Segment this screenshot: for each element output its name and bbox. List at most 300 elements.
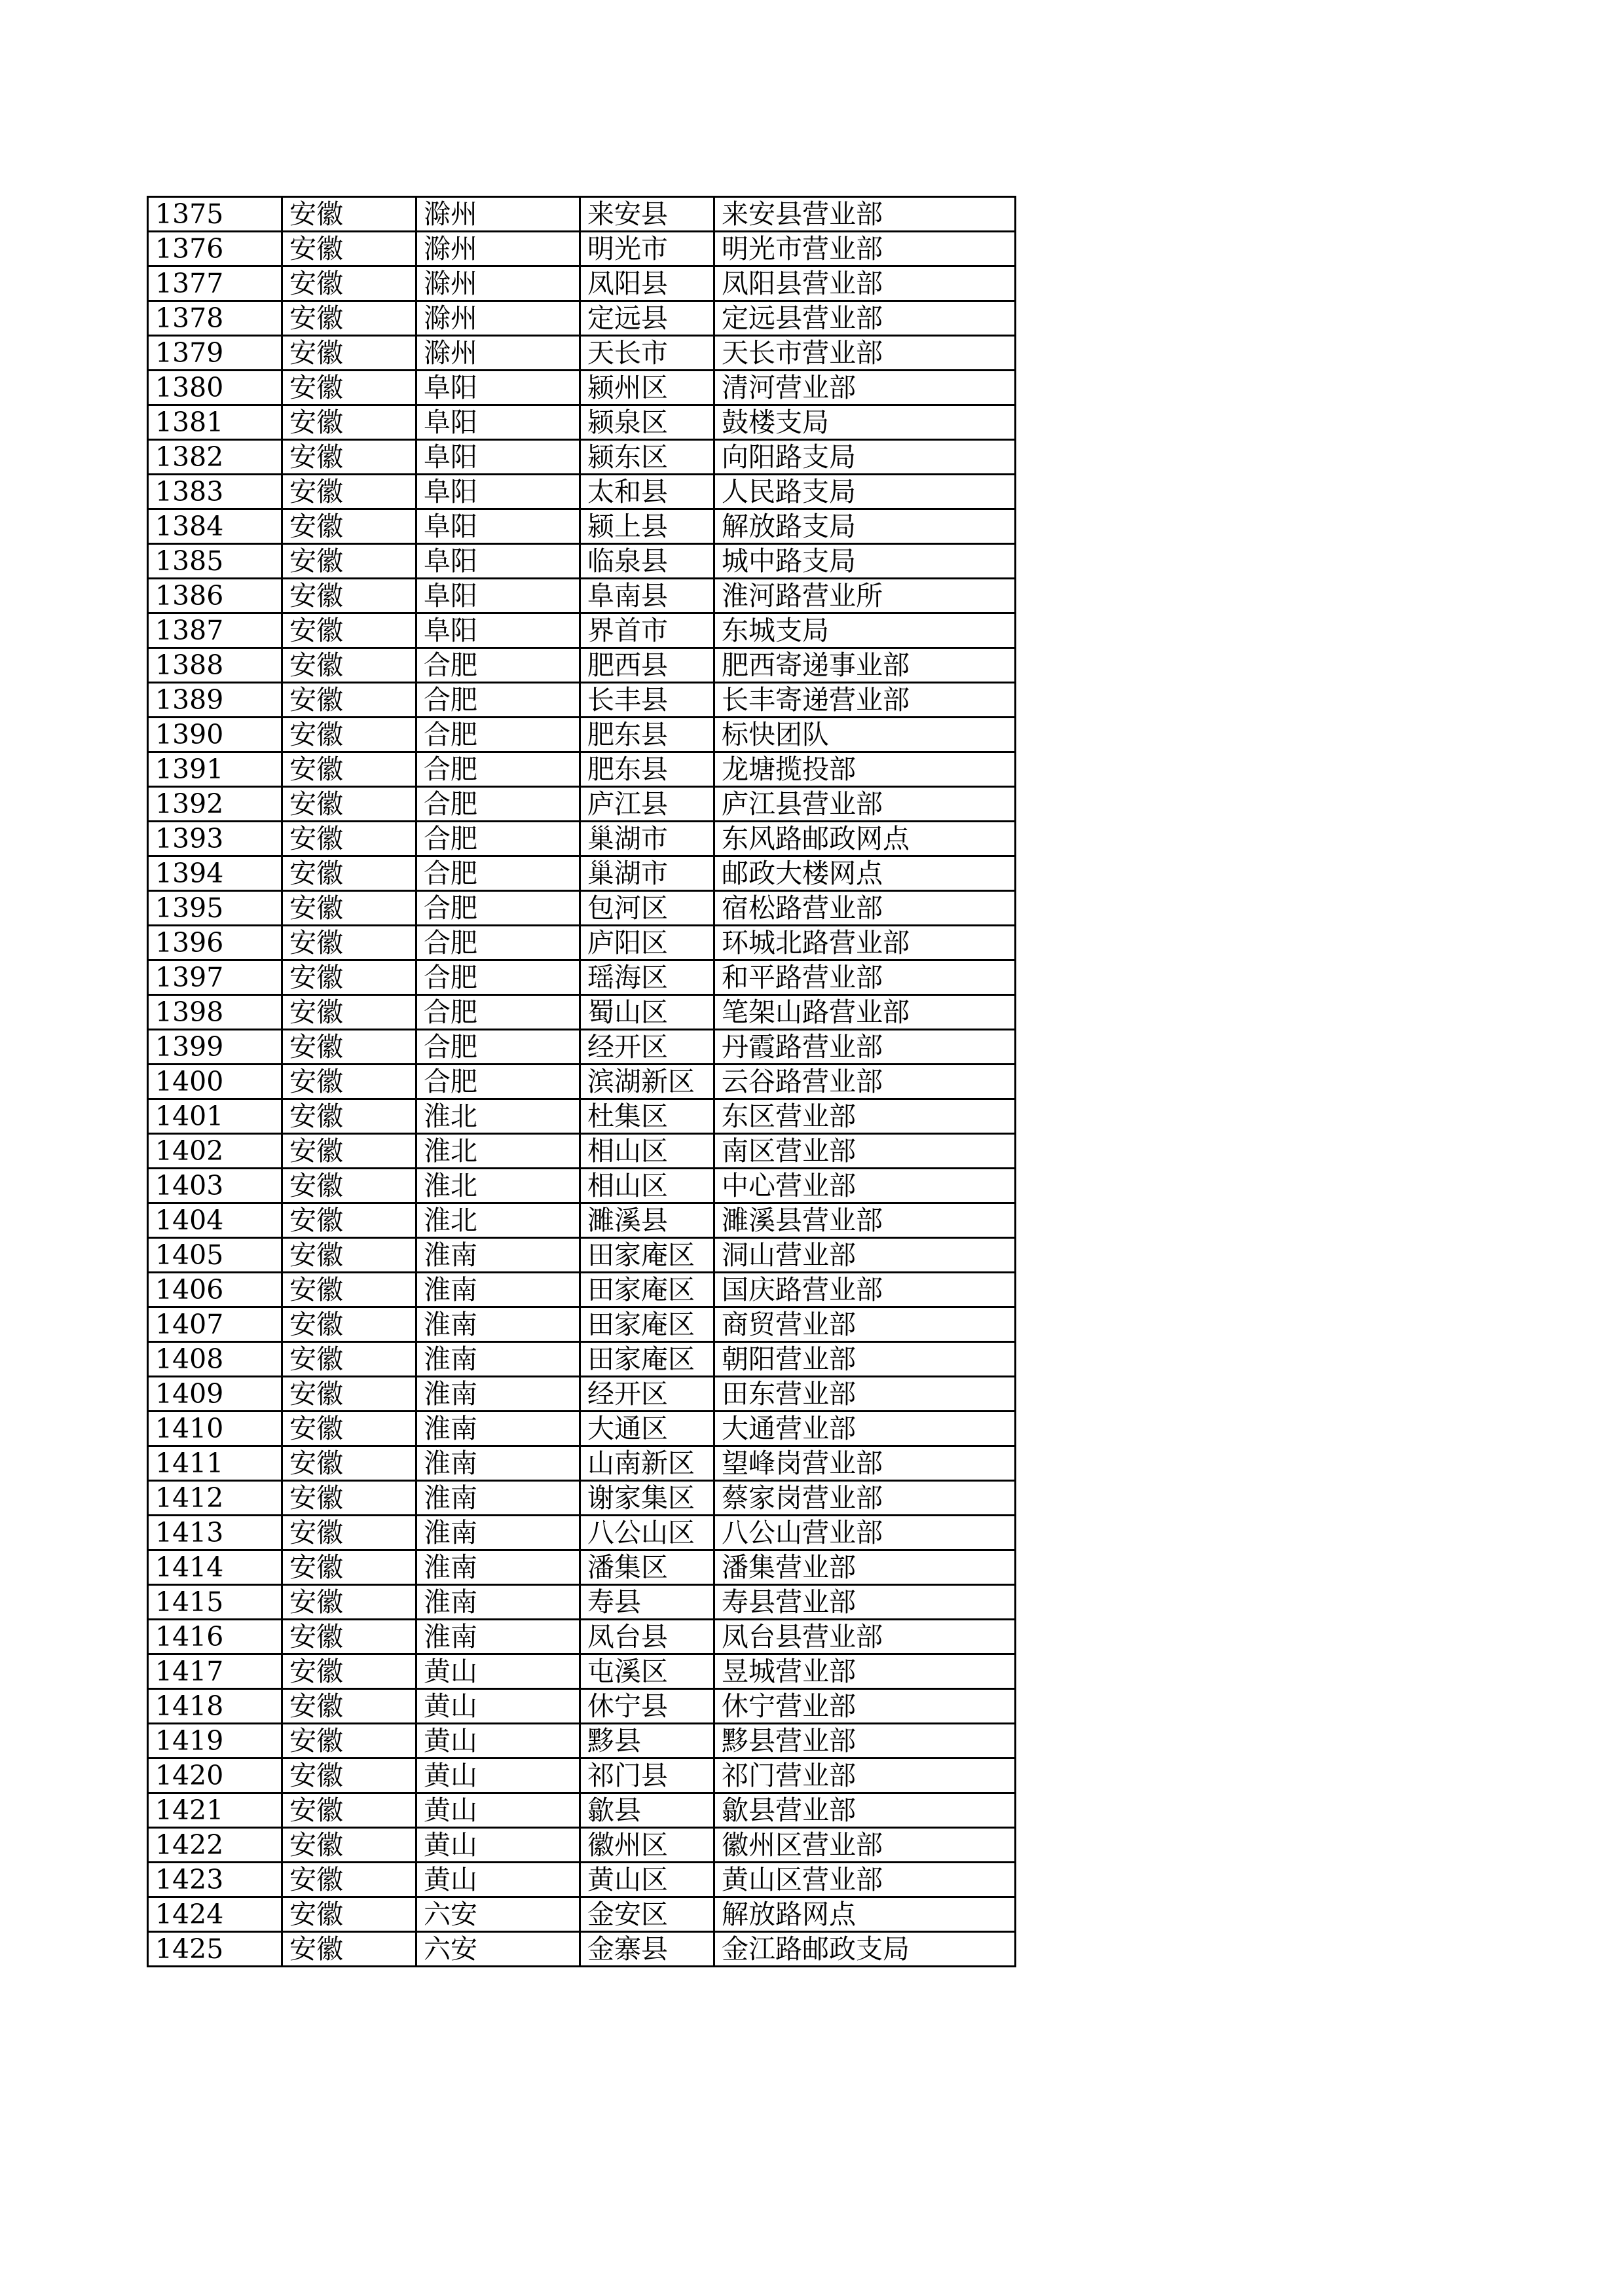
- outlet-name-cell: 黄山区营业部: [714, 1863, 1016, 1897]
- row-number-cell: 1380: [148, 371, 282, 405]
- table-row: [148, 1412, 1016, 1446]
- outlet-name-cell: 东风路邮政网点: [714, 822, 1016, 856]
- outlet-name-cell: 丹霞路营业部: [714, 1030, 1016, 1065]
- district-cell: 瑶海区: [580, 960, 714, 995]
- table-row: [148, 232, 1016, 266]
- district-cell: 包河区: [580, 891, 714, 926]
- province-cell: 安徽: [282, 1724, 416, 1758]
- outlet-name-cell: 大通营业部: [714, 1412, 1016, 1446]
- city-cell: 合肥: [416, 683, 580, 718]
- table-row: [148, 1654, 1016, 1689]
- city-cell: 合肥: [416, 1030, 580, 1065]
- row-number-cell: 1376: [148, 232, 282, 266]
- outlet-name-cell: 潘集营业部: [714, 1550, 1016, 1585]
- province-cell: 安徽: [282, 1620, 416, 1654]
- district-cell: 田家庵区: [580, 1342, 714, 1377]
- province-cell: 安徽: [282, 787, 416, 822]
- district-cell: 屯溪区: [580, 1654, 714, 1689]
- row-number-cell: 1415: [148, 1585, 282, 1620]
- table-row: [148, 1065, 1016, 1099]
- district-cell: 天长市: [580, 336, 714, 371]
- district-cell: 巢湖市: [580, 822, 714, 856]
- table-row: [148, 856, 1016, 891]
- outlet-name-cell: 寿县营业部: [714, 1585, 1016, 1620]
- city-cell: 合肥: [416, 960, 580, 995]
- city-cell: 淮北: [416, 1169, 580, 1203]
- province-cell: 安徽: [282, 683, 416, 718]
- outlet-name-cell: 朝阳营业部: [714, 1342, 1016, 1377]
- row-number-cell: 1395: [148, 891, 282, 926]
- city-cell: 阜阳: [416, 371, 580, 405]
- outlet-name-cell: 庐江县营业部: [714, 787, 1016, 822]
- outlet-name-cell: 解放路网点: [714, 1897, 1016, 1932]
- table-row: [148, 405, 1016, 440]
- outlet-name-cell: 清河营业部: [714, 371, 1016, 405]
- city-cell: 淮南: [416, 1307, 580, 1342]
- table-row: [148, 475, 1016, 509]
- outlet-name-cell: 濉溪县营业部: [714, 1203, 1016, 1238]
- outlet-name-cell: 蔡家岗营业部: [714, 1481, 1016, 1516]
- district-cell: 田家庵区: [580, 1238, 714, 1273]
- row-number-cell: 1414: [148, 1550, 282, 1585]
- city-cell: 淮南: [416, 1516, 580, 1550]
- outlet-name-cell: 定远县营业部: [714, 301, 1016, 336]
- city-cell: 淮南: [416, 1446, 580, 1481]
- city-cell: 黄山: [416, 1863, 580, 1897]
- city-cell: 阜阳: [416, 509, 580, 544]
- district-cell: 山南新区: [580, 1446, 714, 1481]
- row-number-cell: 1405: [148, 1238, 282, 1273]
- city-cell: 滁州: [416, 197, 580, 232]
- province-cell: 安徽: [282, 995, 416, 1030]
- row-number-cell: 1419: [148, 1724, 282, 1758]
- province-cell: 安徽: [282, 440, 416, 475]
- outlet-name-cell: 黟县营业部: [714, 1724, 1016, 1758]
- table-row: [148, 1585, 1016, 1620]
- district-cell: 界首市: [580, 613, 714, 648]
- district-cell: 滨湖新区: [580, 1065, 714, 1099]
- table-row: [148, 891, 1016, 926]
- province-cell: 安徽: [282, 371, 416, 405]
- table-row: [148, 266, 1016, 301]
- province-cell: 安徽: [282, 1758, 416, 1793]
- province-cell: 安徽: [282, 1863, 416, 1897]
- province-cell: 安徽: [282, 1099, 416, 1134]
- outlet-name-cell: 田东营业部: [714, 1377, 1016, 1412]
- table-row: [148, 579, 1016, 613]
- table-row: [148, 301, 1016, 336]
- outlet-name-cell: 笔架山路营业部: [714, 995, 1016, 1030]
- province-cell: 安徽: [282, 926, 416, 960]
- district-cell: 金寨县: [580, 1932, 714, 1967]
- city-cell: 六安: [416, 1932, 580, 1967]
- outlet-name-cell: 中心营业部: [714, 1169, 1016, 1203]
- district-cell: 黄山区: [580, 1863, 714, 1897]
- province-cell: 安徽: [282, 1654, 416, 1689]
- province-cell: 安徽: [282, 1342, 416, 1377]
- province-cell: 安徽: [282, 1030, 416, 1065]
- row-number-cell: 1398: [148, 995, 282, 1030]
- table-row: [148, 1377, 1016, 1412]
- province-cell: 安徽: [282, 648, 416, 683]
- city-cell: 合肥: [416, 891, 580, 926]
- province-cell: 安徽: [282, 752, 416, 787]
- table-row: [148, 960, 1016, 995]
- city-cell: 合肥: [416, 752, 580, 787]
- city-cell: 合肥: [416, 926, 580, 960]
- table-row: [148, 509, 1016, 544]
- district-cell: 庐江县: [580, 787, 714, 822]
- table-row: [148, 1828, 1016, 1863]
- district-cell: 巢湖市: [580, 856, 714, 891]
- row-number-cell: 1389: [148, 683, 282, 718]
- province-cell: 安徽: [282, 1065, 416, 1099]
- district-cell: 太和县: [580, 475, 714, 509]
- row-number-cell: 1407: [148, 1307, 282, 1342]
- row-number-cell: 1416: [148, 1620, 282, 1654]
- outlet-name-cell: 淮河路营业所: [714, 579, 1016, 613]
- row-number-cell: 1397: [148, 960, 282, 995]
- outlet-name-cell: 歙县营业部: [714, 1793, 1016, 1828]
- province-cell: 安徽: [282, 1273, 416, 1307]
- district-cell: 阜南县: [580, 579, 714, 613]
- outlet-name-cell: 国庆路营业部: [714, 1273, 1016, 1307]
- district-cell: 经开区: [580, 1377, 714, 1412]
- outlet-name-cell: 凤台县营业部: [714, 1620, 1016, 1654]
- outlet-name-cell: 八公山营业部: [714, 1516, 1016, 1550]
- row-number-cell: 1425: [148, 1932, 282, 1967]
- row-number-cell: 1404: [148, 1203, 282, 1238]
- table-row: [148, 718, 1016, 752]
- city-cell: 合肥: [416, 856, 580, 891]
- province-cell: 安徽: [282, 1550, 416, 1585]
- city-cell: 淮南: [416, 1481, 580, 1516]
- outlet-name-cell: 东区营业部: [714, 1099, 1016, 1134]
- province-cell: 安徽: [282, 1585, 416, 1620]
- province-cell: 安徽: [282, 405, 416, 440]
- row-number-cell: 1410: [148, 1412, 282, 1446]
- outlet-name-cell: 南区营业部: [714, 1134, 1016, 1169]
- district-cell: 八公山区: [580, 1516, 714, 1550]
- table-row: [148, 1897, 1016, 1932]
- table-row: [148, 1481, 1016, 1516]
- table-row: [148, 683, 1016, 718]
- province-cell: 安徽: [282, 1897, 416, 1932]
- row-number-cell: 1413: [148, 1516, 282, 1550]
- table-row: [148, 544, 1016, 579]
- row-number-cell: 1424: [148, 1897, 282, 1932]
- city-cell: 滁州: [416, 266, 580, 301]
- province-cell: 安徽: [282, 1134, 416, 1169]
- city-cell: 淮北: [416, 1134, 580, 1169]
- outlet-name-cell: 城中路支局: [714, 544, 1016, 579]
- outlet-name-cell: 凤阳县营业部: [714, 266, 1016, 301]
- row-number-cell: 1409: [148, 1377, 282, 1412]
- district-cell: 蜀山区: [580, 995, 714, 1030]
- district-cell: 潘集区: [580, 1550, 714, 1585]
- table-row: [148, 1550, 1016, 1585]
- table-row: [148, 1516, 1016, 1550]
- table-row: [148, 787, 1016, 822]
- province-cell: 安徽: [282, 544, 416, 579]
- row-number-cell: 1396: [148, 926, 282, 960]
- table-row: [148, 336, 1016, 371]
- city-cell: 阜阳: [416, 613, 580, 648]
- district-cell: 田家庵区: [580, 1307, 714, 1342]
- outlet-table: [147, 196, 1016, 1967]
- district-cell: 田家庵区: [580, 1273, 714, 1307]
- table-row: [148, 1030, 1016, 1065]
- outlet-name-cell: 商贸营业部: [714, 1307, 1016, 1342]
- row-number-cell: 1384: [148, 509, 282, 544]
- province-cell: 安徽: [282, 1169, 416, 1203]
- district-cell: 金安区: [580, 1897, 714, 1932]
- district-cell: 定远县: [580, 301, 714, 336]
- city-cell: 淮北: [416, 1203, 580, 1238]
- table-row: [148, 1169, 1016, 1203]
- outlet-name-cell: 天长市营业部: [714, 336, 1016, 371]
- row-number-cell: 1412: [148, 1481, 282, 1516]
- spreadsheet-page: [147, 196, 1016, 1967]
- outlet-name-cell: 鼓楼支局: [714, 405, 1016, 440]
- row-number-cell: 1418: [148, 1689, 282, 1724]
- city-cell: 淮南: [416, 1585, 580, 1620]
- row-number-cell: 1387: [148, 613, 282, 648]
- table-row: [148, 1932, 1016, 1967]
- table-row: [148, 613, 1016, 648]
- row-number-cell: 1422: [148, 1828, 282, 1863]
- row-number-cell: 1394: [148, 856, 282, 891]
- district-cell: 临泉县: [580, 544, 714, 579]
- city-cell: 合肥: [416, 995, 580, 1030]
- row-number-cell: 1390: [148, 718, 282, 752]
- district-cell: 寿县: [580, 1585, 714, 1620]
- province-cell: 安徽: [282, 475, 416, 509]
- city-cell: 滁州: [416, 336, 580, 371]
- row-number-cell: 1388: [148, 648, 282, 683]
- district-cell: 歙县: [580, 1793, 714, 1828]
- row-number-cell: 1377: [148, 266, 282, 301]
- row-number-cell: 1378: [148, 301, 282, 336]
- district-cell: 相山区: [580, 1134, 714, 1169]
- outlet-name-cell: 明光市营业部: [714, 232, 1016, 266]
- outlet-name-cell: 宿松路营业部: [714, 891, 1016, 926]
- city-cell: 淮南: [416, 1377, 580, 1412]
- outlet-name-cell: 祁门营业部: [714, 1758, 1016, 1793]
- province-cell: 安徽: [282, 822, 416, 856]
- row-number-cell: 1382: [148, 440, 282, 475]
- city-cell: 淮南: [416, 1412, 580, 1446]
- city-cell: 阜阳: [416, 544, 580, 579]
- table-row: [148, 1203, 1016, 1238]
- province-cell: 安徽: [282, 197, 416, 232]
- district-cell: 长丰县: [580, 683, 714, 718]
- outlet-name-cell: 人民路支局: [714, 475, 1016, 509]
- city-cell: 合肥: [416, 1065, 580, 1099]
- table-row: [148, 1863, 1016, 1897]
- row-number-cell: 1423: [148, 1863, 282, 1897]
- province-cell: 安徽: [282, 1481, 416, 1516]
- table-row: [148, 1793, 1016, 1828]
- city-cell: 滁州: [416, 301, 580, 336]
- outlet-name-cell: 洞山营业部: [714, 1238, 1016, 1273]
- city-cell: 黄山: [416, 1724, 580, 1758]
- table-row: [148, 1099, 1016, 1134]
- row-number-cell: 1381: [148, 405, 282, 440]
- province-cell: 安徽: [282, 1446, 416, 1481]
- province-cell: 安徽: [282, 718, 416, 752]
- city-cell: 淮北: [416, 1099, 580, 1134]
- row-number-cell: 1386: [148, 579, 282, 613]
- district-cell: 黟县: [580, 1724, 714, 1758]
- table-row: [148, 1689, 1016, 1724]
- province-cell: 安徽: [282, 509, 416, 544]
- table-row: [148, 1620, 1016, 1654]
- table-row: [148, 1273, 1016, 1307]
- city-cell: 阜阳: [416, 440, 580, 475]
- district-cell: 明光市: [580, 232, 714, 266]
- row-number-cell: 1375: [148, 197, 282, 232]
- province-cell: 安徽: [282, 579, 416, 613]
- district-cell: 颍上县: [580, 509, 714, 544]
- outlet-name-cell: 昱城营业部: [714, 1654, 1016, 1689]
- district-cell: 肥东县: [580, 752, 714, 787]
- district-cell: 颍州区: [580, 371, 714, 405]
- outlet-name-cell: 环城北路营业部: [714, 926, 1016, 960]
- province-cell: 安徽: [282, 1793, 416, 1828]
- table-row: [148, 1446, 1016, 1481]
- outlet-name-cell: 徽州区营业部: [714, 1828, 1016, 1863]
- row-number-cell: 1406: [148, 1273, 282, 1307]
- row-number-cell: 1403: [148, 1169, 282, 1203]
- table-row: [148, 1758, 1016, 1793]
- row-number-cell: 1421: [148, 1793, 282, 1828]
- district-cell: 濉溪县: [580, 1203, 714, 1238]
- outlet-name-cell: 标快团队: [714, 718, 1016, 752]
- city-cell: 黄山: [416, 1793, 580, 1828]
- district-cell: 相山区: [580, 1169, 714, 1203]
- table-row: [148, 926, 1016, 960]
- row-number-cell: 1393: [148, 822, 282, 856]
- city-cell: 淮南: [416, 1550, 580, 1585]
- table-row: [148, 1134, 1016, 1169]
- district-cell: 肥西县: [580, 648, 714, 683]
- province-cell: 安徽: [282, 1932, 416, 1967]
- province-cell: 安徽: [282, 1412, 416, 1446]
- row-number-cell: 1420: [148, 1758, 282, 1793]
- outlet-name-cell: 金江路邮政支局: [714, 1932, 1016, 1967]
- table-row: [148, 371, 1016, 405]
- city-cell: 合肥: [416, 718, 580, 752]
- table-row: [148, 1307, 1016, 1342]
- province-cell: 安徽: [282, 856, 416, 891]
- city-cell: 淮南: [416, 1273, 580, 1307]
- row-number-cell: 1408: [148, 1342, 282, 1377]
- outlet-name-cell: 邮政大楼网点: [714, 856, 1016, 891]
- district-cell: 来安县: [580, 197, 714, 232]
- province-cell: 安徽: [282, 1516, 416, 1550]
- district-cell: 杜集区: [580, 1099, 714, 1134]
- row-number-cell: 1391: [148, 752, 282, 787]
- table-row: [148, 1238, 1016, 1273]
- district-cell: 凤阳县: [580, 266, 714, 301]
- table-body: [148, 197, 1016, 1967]
- province-cell: 安徽: [282, 232, 416, 266]
- city-cell: 阜阳: [416, 405, 580, 440]
- province-cell: 安徽: [282, 1828, 416, 1863]
- city-cell: 淮南: [416, 1238, 580, 1273]
- city-cell: 合肥: [416, 648, 580, 683]
- outlet-name-cell: 云谷路营业部: [714, 1065, 1016, 1099]
- outlet-name-cell: 和平路营业部: [714, 960, 1016, 995]
- outlet-name-cell: 东城支局: [714, 613, 1016, 648]
- district-cell: 休宁县: [580, 1689, 714, 1724]
- district-cell: 肥东县: [580, 718, 714, 752]
- city-cell: 黄山: [416, 1654, 580, 1689]
- district-cell: 祁门县: [580, 1758, 714, 1793]
- table-row: [148, 822, 1016, 856]
- row-number-cell: 1417: [148, 1654, 282, 1689]
- district-cell: 颍泉区: [580, 405, 714, 440]
- district-cell: 经开区: [580, 1030, 714, 1065]
- outlet-name-cell: 望峰岗营业部: [714, 1446, 1016, 1481]
- outlet-name-cell: 向阳路支局: [714, 440, 1016, 475]
- row-number-cell: 1402: [148, 1134, 282, 1169]
- district-cell: 徽州区: [580, 1828, 714, 1863]
- province-cell: 安徽: [282, 1203, 416, 1238]
- district-cell: 庐阳区: [580, 926, 714, 960]
- district-cell: 颍东区: [580, 440, 714, 475]
- province-cell: 安徽: [282, 301, 416, 336]
- row-number-cell: 1399: [148, 1030, 282, 1065]
- province-cell: 安徽: [282, 1238, 416, 1273]
- outlet-name-cell: 肥西寄递事业部: [714, 648, 1016, 683]
- table-row: [148, 752, 1016, 787]
- city-cell: 六安: [416, 1897, 580, 1932]
- city-cell: 黄山: [416, 1758, 580, 1793]
- outlet-name-cell: 来安县营业部: [714, 197, 1016, 232]
- table-row: [148, 1724, 1016, 1758]
- row-number-cell: 1383: [148, 475, 282, 509]
- district-cell: 凤台县: [580, 1620, 714, 1654]
- province-cell: 安徽: [282, 1377, 416, 1412]
- table-row: [148, 197, 1016, 232]
- row-number-cell: 1392: [148, 787, 282, 822]
- city-cell: 阜阳: [416, 475, 580, 509]
- table-row: [148, 440, 1016, 475]
- row-number-cell: 1411: [148, 1446, 282, 1481]
- city-cell: 合肥: [416, 787, 580, 822]
- row-number-cell: 1385: [148, 544, 282, 579]
- row-number-cell: 1379: [148, 336, 282, 371]
- table-row: [148, 1342, 1016, 1377]
- province-cell: 安徽: [282, 1307, 416, 1342]
- province-cell: 安徽: [282, 613, 416, 648]
- city-cell: 阜阳: [416, 579, 580, 613]
- outlet-name-cell: 龙塘揽投部: [714, 752, 1016, 787]
- outlet-name-cell: 长丰寄递营业部: [714, 683, 1016, 718]
- city-cell: 合肥: [416, 822, 580, 856]
- city-cell: 黄山: [416, 1689, 580, 1724]
- district-cell: 大通区: [580, 1412, 714, 1446]
- city-cell: 黄山: [416, 1828, 580, 1863]
- district-cell: 谢家集区: [580, 1481, 714, 1516]
- city-cell: 滁州: [416, 232, 580, 266]
- city-cell: 淮南: [416, 1620, 580, 1654]
- province-cell: 安徽: [282, 960, 416, 995]
- province-cell: 安徽: [282, 1689, 416, 1724]
- table-row: [148, 995, 1016, 1030]
